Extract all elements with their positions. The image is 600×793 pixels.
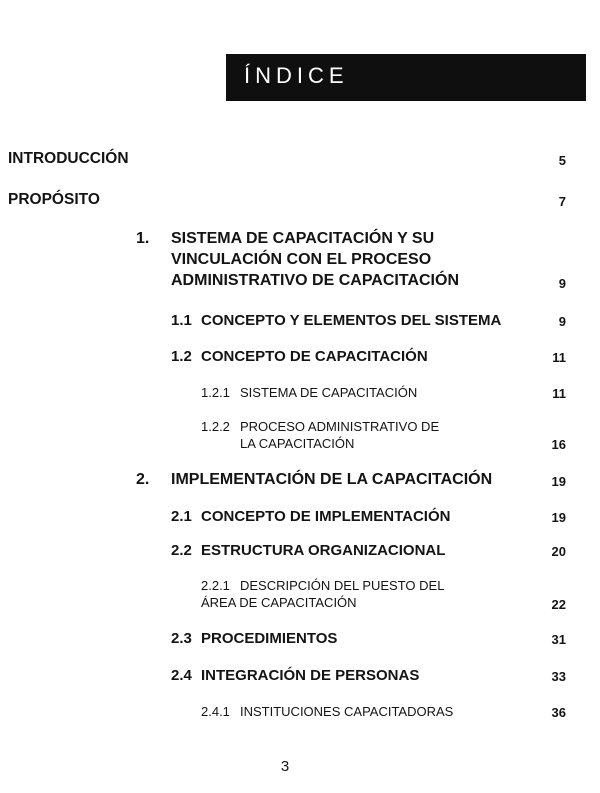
toc-entry-label: CONCEPTO DE IMPLEMENTACIÓN [201,508,451,525]
toc-entry-number: 2.3 [171,630,192,647]
toc-entry-page: 22 [551,597,566,612]
toc-entry-number: 1.1 [171,312,192,329]
toc-entry-label: INTEGRACIÓN DE PERSONAS [201,667,420,684]
toc-entry-page: 19 [551,510,566,525]
toc-entry-number: 2.1 [171,508,192,525]
toc-entry-label: DESCRIPCIÓN DEL PUESTO DEL [240,578,445,593]
toc-entry-label: PROPÓSITO [8,191,100,208]
toc-entry-label: ADMINISTRATIVO DE CAPACITACIÓN [171,272,459,289]
toc-entry-label: VINCULACIÓN CON EL PROCESO [171,251,432,268]
toc-entry-label: PROCEDIMIENTOS [201,630,338,647]
toc-entry-label: PROCESO ADMINISTRATIVO DE [240,419,440,434]
toc-entry-label: SISTEMA DE CAPACITACIÓN [240,385,418,400]
index-header-bar [226,54,586,101]
toc-entry-label: SISTEMA DE CAPACITACIÓN Y SU [171,230,435,247]
toc-entry-page: 5 [558,153,566,168]
toc-entry-label: ÁREA DE CAPACITACIÓN [201,595,357,610]
toc-entry-number: 2.2.1 [201,578,230,593]
toc-entry-page: 9 [558,314,566,329]
toc-entry-page: 19 [551,474,566,489]
toc-entry-label: INTRODUCCIÓN [8,150,129,167]
toc-entry-label: IMPLEMENTACIÓN DE LA CAPACITACIÓN [171,471,493,488]
toc-entry-label: LA CAPACITACIÓN [240,436,355,451]
toc-entry-number: 2.4 [171,667,192,684]
toc-entry-page: 16 [551,437,566,452]
page-number: 3 [280,758,290,775]
toc-entry-number: 1.2.2 [201,419,230,434]
toc-entry-label: CONCEPTO Y ELEMENTOS DEL SISTEMA [201,312,502,329]
index-title: ÍNDICE [244,63,349,88]
toc-entry-page: 31 [551,632,566,647]
toc-entry-number: 1. [136,230,150,247]
toc-entry-page: 11 [552,386,566,401]
toc-entry-number: 1.2 [171,348,192,365]
toc-entry-page: 36 [551,705,566,720]
toc-entry-label: CONCEPTO DE CAPACITACIÓN [201,348,428,365]
toc-entry-number: 2. [136,471,150,488]
toc-entry-number: 2.4.1 [201,704,230,719]
toc-entry-number: 1.2.1 [201,385,230,400]
toc-entry-page: 33 [551,669,566,684]
toc-entry-page: 20 [551,544,566,559]
toc-entry-label: ESTRUCTURA ORGANIZACIONAL [201,542,446,559]
toc-entry-number: 2.2 [171,542,192,559]
toc-entry-page: 11 [552,350,566,365]
toc-entry-label: INSTITUCIONES CAPACITADORAS [240,704,454,719]
toc-entry-page: 7 [558,194,566,209]
toc-entry-page: 9 [558,276,566,291]
